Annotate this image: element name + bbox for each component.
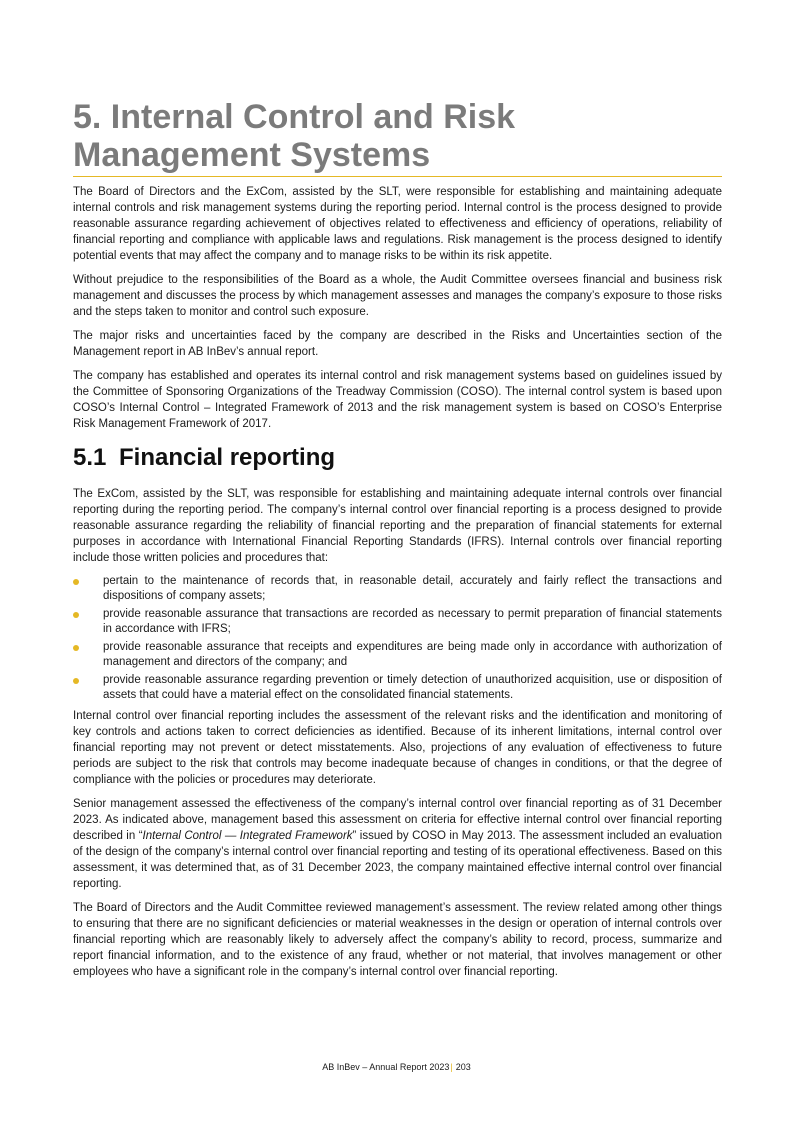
chapter-title: [73, 98, 722, 177]
bullet-dot-icon: [73, 579, 79, 585]
section-paragraph-4: The Board of Directors and the Audit Committee reviewed management’s assessment. The review related among other things to ensuring that there are no significant deficiencies or material weaknesses in the design or operation of internal controls over financial reporting which are reasonably likely to adversely affect the company’s ability to record, process, summarize and report financial information, and to the existence of any fraud, whether or not material, that involves management or other employees who have a significant role in the company’s internal control over financial reporting.: [73, 902, 722, 978]
intro-paragraph-4: The company has established and operates its internal control and risk management systems based on guidelines issued by the Committee of Sponsoring Organizations of the Treadway Commission (COSO). The internal control system is based upon COSO’s Internal Control – Integrated Framework of 2013 and the risk management system is based on COSO’s Enterprise Risk Management Framework of 2017.: [73, 370, 722, 430]
bullet-dot-icon: [73, 645, 79, 651]
section-paragraph-2: Internal control over financial reporting includes the assessment of the relevant risks and the identification and monitoring of key controls and actions taken to correct deficiencies as identified. Because of its inherent limitations, internal control over financial reporting may not prevent or detect misstatements. Also, projections of any evaluation of effectiveness to future periods are subject to the risk that controls may become inadequate because of changes in conditions, or that the degree of compliance with the policies or procedures may deteriorate.: [73, 710, 722, 786]
bullet-list: [73, 574, 722, 703]
footer-separator: |: [450, 1062, 453, 1072]
section-paragraph-1: The ExCom, assisted by the SLT, was responsible for establishing and maintaining adequate internal controls over financial reporting during the reporting period. The company’s internal control over financial reporting is a process designed to provide reasonable assurance regarding the reliability of financial reporting and the preparation of financial statements for external purposes in accordance with International Financial Reporting Standards (IFRS). Internal controls over financial reporting include those written policies and procedures that:: [73, 488, 722, 564]
bullet-item: [73, 574, 722, 604]
chapter-title-line-1: 5. Internal Control and Risk: [73, 98, 516, 136]
bullet-dot-icon: [73, 678, 79, 684]
bullet-dot-icon: [73, 612, 79, 618]
body-content: [73, 184, 722, 988]
section-title: Financial reporting: [119, 444, 336, 471]
paragraph-3-text-before: Senior management assessed the effectiveness of the company’s internal control over financial reporting as of 31 December 2023. As indicated above, management based this assessment on criteria for effective internal control over financial reporting described in “: [73, 798, 722, 842]
bullet-item: [73, 640, 722, 670]
intro-paragraph-3: The major risks and uncertainties faced by the company are described in the Risks and Uncertainties section of the Management report in AB InBev’s annual report.: [73, 330, 722, 358]
page-number: 203: [455, 1062, 471, 1072]
framework-title: Internal Control — Integrated Framework: [142, 830, 353, 842]
bullet-text: provide reasonable assurance that receipts and expenditures are being made only in accordance with authorization of management and directors of the company; and: [103, 641, 722, 668]
bullet-text: provide reasonable assurance regarding prevention or timely detection of unauthorized acquisition, use or disposition of assets that could have a material effect on the consolidated financial statements.: [103, 674, 722, 701]
chapter-title-line-2: Management Systems: [73, 136, 431, 174]
section-heading: [73, 444, 722, 472]
section-number: 5.1: [73, 444, 107, 471]
bullet-text: provide reasonable assurance that transactions are recorded as necessary to permit preparation of financial statements in accordance with IFRS;: [103, 608, 722, 635]
intro-paragraph-1: The Board of Directors and the ExCom, assisted by the SLT, were responsible for establishing and maintaining adequate internal controls and risk management systems during the reporting period. Internal control is the process designed to provide reasonable assurance regarding achievement of objectives related to effectiveness and efficiency of operations, reliability of financial reporting and compliance with applicable laws and regulations. Risk management is the process designed to identify potential events that may affect the company and to manage risks to be within its risk appetite.: [73, 186, 722, 262]
page-footer: [0, 1061, 793, 1073]
intro-paragraph-2: Without prejudice to the responsibilities of the Board as a whole, the Audit Committee oversees financial and business risk management and discusses the process by which management assesses and manages the company’s exposure to those risks and the steps taken to monitor and control such exposure.: [73, 274, 722, 318]
footer-report-title: AB InBev – Annual Report 2023: [322, 1062, 450, 1072]
paragraph-3-text-after: ” issued by COSO in May 2013. The assessment included an evaluation of the design of the company’s internal control over financial reporting and testing of its operational effectiveness. Based on this assessment, it was determined that, as of 31 December 2023, the company maintained effective internal control over financial reporting.: [73, 830, 722, 890]
section-paragraph-3: [73, 796, 722, 892]
bullet-item: [73, 607, 722, 637]
bullet-item: [73, 673, 722, 703]
bullet-text: pertain to the maintenance of records that, in reasonable detail, accurately and fairly reflect the transactions and dispositions of company assets;: [103, 575, 722, 602]
